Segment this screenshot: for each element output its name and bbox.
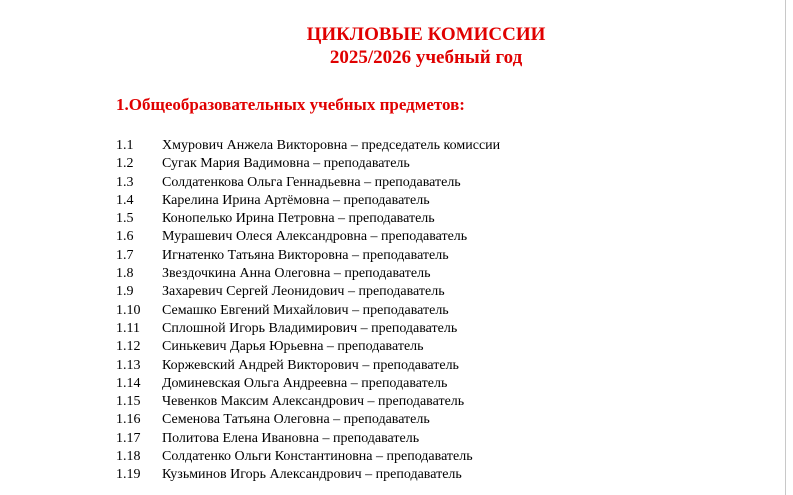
member-text: Чевенков Максим Александрович – преподаватель (162, 394, 465, 410)
member-text: Захаревич Сергей Леонидович – преподаватель (162, 284, 445, 300)
list-item (116, 320, 500, 338)
item-number: 1.6 (116, 229, 134, 245)
list-item (116, 338, 500, 356)
item-number: 1.16 (116, 412, 141, 428)
item-number: 1.14 (116, 375, 141, 391)
list-item (116, 430, 500, 448)
item-number: 1.13 (116, 357, 141, 373)
item-number: 1.4 (116, 192, 134, 208)
list-item (116, 357, 500, 375)
member-text: Кузьминов Игорь Александрович – преподаватель (162, 467, 462, 483)
member-text: Конопелько Ирина Петровна – преподаватель (162, 211, 435, 227)
list-item (116, 283, 500, 301)
page-edge (785, 0, 786, 495)
list-item (116, 302, 500, 320)
item-number: 1.2 (116, 156, 134, 172)
item-number: 1.18 (116, 449, 141, 465)
list-item (116, 448, 500, 466)
item-number: 1.1 (116, 138, 134, 153)
list-item (116, 393, 500, 411)
item-number: 1.12 (116, 339, 141, 355)
item-number: 1.8 (116, 266, 134, 282)
list-item (116, 192, 500, 210)
member-text: Игнатенко Татьяна Викторовна – преподаватель (162, 247, 449, 263)
member-text: Карелина Ирина Артёмовна – преподаватель (162, 192, 430, 208)
list-item (116, 137, 500, 155)
member-text: Хмурович Анжела Викторовна – председатель комиссии (162, 138, 501, 153)
item-number: 1.3 (116, 174, 134, 190)
list-item (116, 228, 500, 246)
document-title: ЦИКЛОВЫЕ КОМИССИИ (306, 24, 546, 45)
list-item (116, 155, 500, 173)
member-text: Солдатенко Ольги Константиновна – преподаватель (162, 449, 473, 465)
member-text: Мурашевич Олеся Александровна – преподаватель (162, 229, 468, 245)
list-item (116, 466, 500, 484)
item-number: 1.7 (116, 247, 134, 263)
member-text: Синькевич Дарья Юрьевна – преподаватель (162, 339, 424, 355)
item-number: 1.19 (116, 467, 141, 483)
member-list (116, 137, 500, 485)
member-text: Солдатенкова Ольга Геннадьевна – преподаватель (162, 174, 461, 190)
list-item (116, 174, 500, 192)
item-number: 1.17 (116, 430, 141, 446)
member-text: Сплошной Игорь Владимирович – преподаватель (162, 320, 458, 336)
item-number: 1.15 (116, 394, 141, 410)
member-text: Сугак Мария Вадимовна – преподаватель (162, 156, 410, 172)
academic-year: 2025/2026 учебный год (329, 47, 523, 68)
member-text: Звездочкина Анна Олеговна – преподаватель (162, 266, 431, 282)
list-item (116, 411, 500, 429)
list-item (116, 247, 500, 265)
section-heading: 1.Общеобразовательных учебных предметов: (116, 95, 465, 114)
item-number: 1.5 (116, 211, 134, 227)
list-item (116, 210, 500, 228)
member-text: Семенова Татьяна Олеговна – преподаватель (162, 412, 430, 428)
item-number: 1.9 (116, 284, 134, 300)
list-item (116, 375, 500, 393)
member-text: Семашко Евгений Михайлович – преподаватель (162, 302, 449, 318)
list-item (116, 265, 500, 283)
member-text: Политова Елена Ивановна – преподаватель (162, 430, 420, 446)
member-text: Коржевский Андрей Викторович – преподаватель (162, 357, 459, 373)
member-text: Доминевская Ольга Андреевна – преподаватель (162, 375, 448, 391)
item-number: 1.10 (116, 302, 141, 318)
item-number: 1.11 (116, 320, 140, 336)
